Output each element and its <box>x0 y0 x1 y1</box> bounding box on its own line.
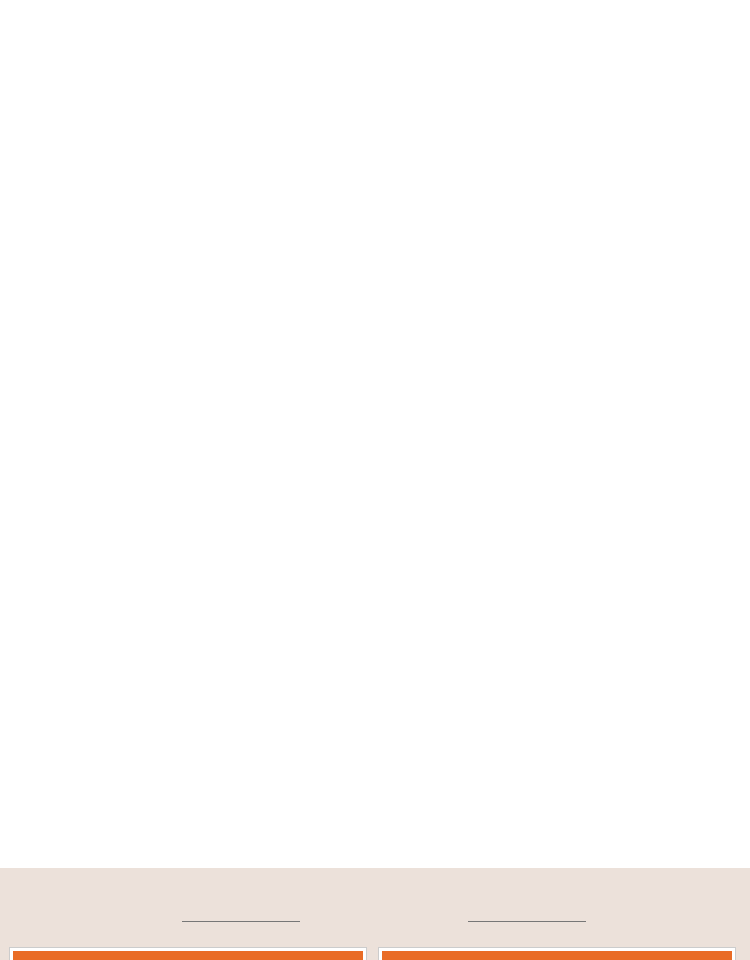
product-table <box>0 0 730 350</box>
card-left-title <box>13 951 363 960</box>
rule-left <box>182 921 300 922</box>
feature-card-right[interactable] <box>379 948 735 960</box>
rule-right <box>468 921 586 922</box>
card-right-title <box>382 951 732 960</box>
feature-card-left[interactable] <box>10 948 366 960</box>
about-banner <box>0 868 750 960</box>
